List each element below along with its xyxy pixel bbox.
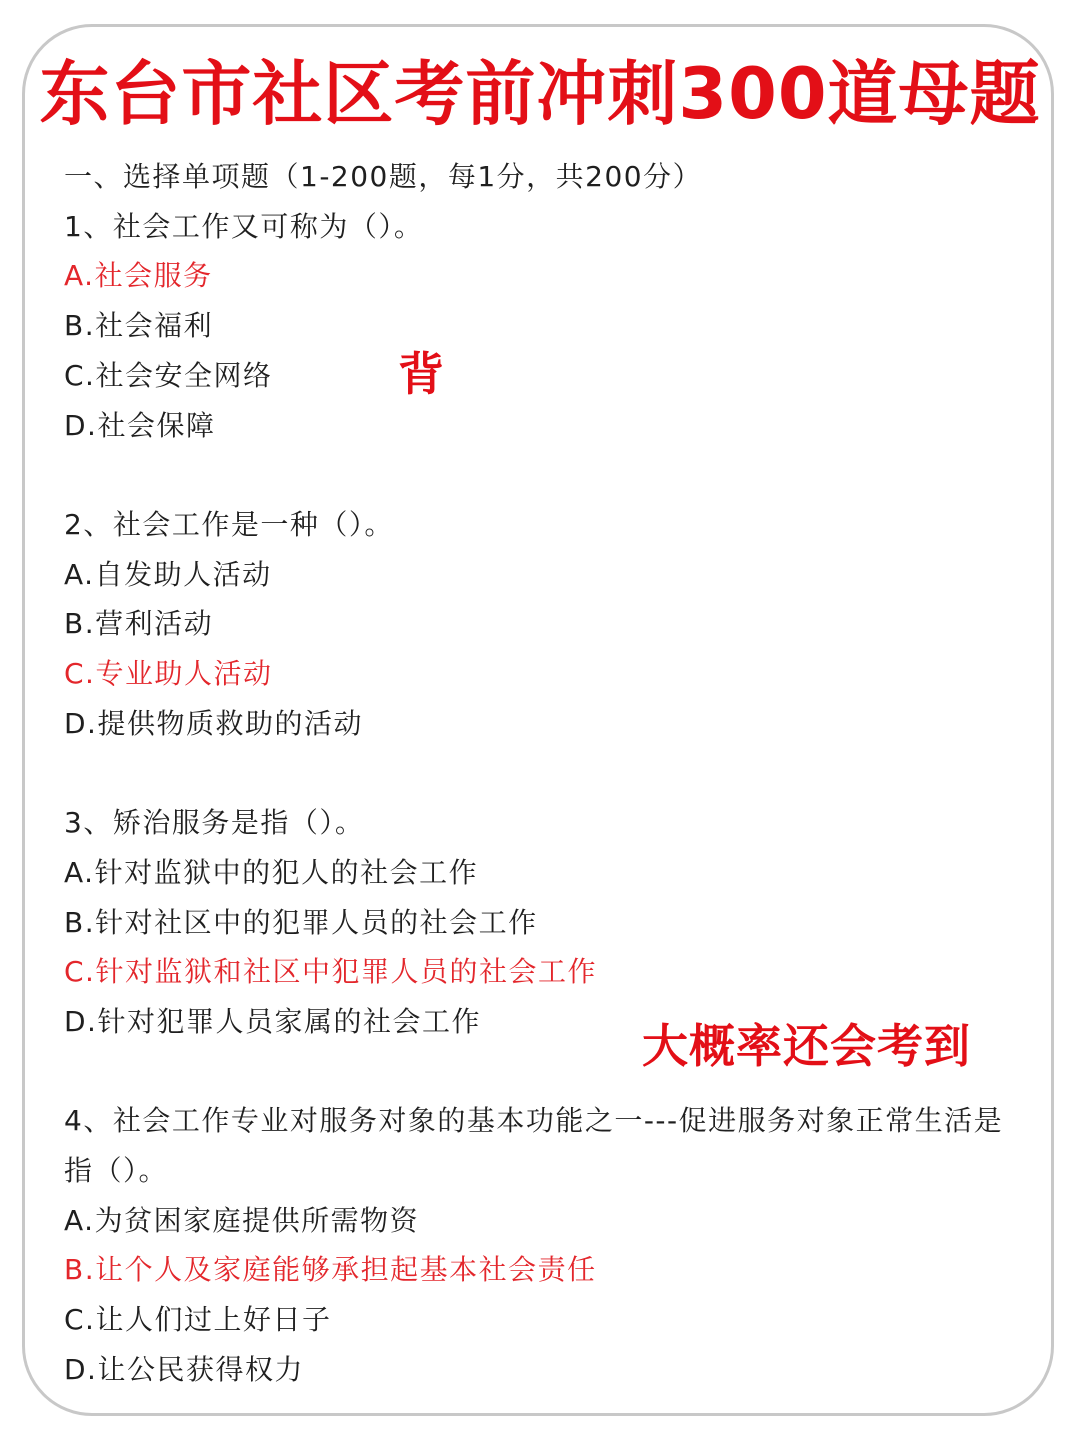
question-4-option-c: C.让人们过上好日子 [64, 1303, 332, 1337]
spacer [64, 450, 1024, 500]
question-3-option-d: D.针对犯罪人员家属的社会工作 [64, 1004, 481, 1038]
question-3-stem: 3、矫治服务是指（）。 [64, 806, 365, 840]
question-4-option-a: A.为贫困家庭提供所需物资 [64, 1203, 420, 1237]
question-2-stem: 2、社会工作是一种（）。 [64, 507, 394, 541]
spacer [64, 748, 1024, 798]
question-2-option-a: A.自发助人活动 [64, 557, 272, 591]
question-1-option-c: C.社会安全网络 [64, 358, 273, 392]
section-heading: 一、选择单项题（1-200题，每1分，共200分） [64, 160, 703, 193]
question-4-option-b-answer: B.让个人及家庭能够承担起基本社会责任 [64, 1253, 597, 1287]
question-1-option-b: B.社会福利 [64, 309, 214, 343]
memorize-stamp: 背 [398, 347, 444, 401]
likely-tested-stamp: 大概率还会考到 [642, 1019, 971, 1073]
question-1-stem: 1、社会工作又可称为（）。 [64, 209, 424, 243]
question-3-option-a: A.针对监狱中的犯人的社会工作 [64, 855, 479, 889]
question-3-option-c-answer: C.针对监狱和社区中犯罪人员的社会工作 [64, 955, 597, 989]
question-4-option-d: D.让公民获得权力 [64, 1352, 304, 1386]
question-content [64, 152, 1024, 1395]
question-2-option-c-answer: C.专业助人活动 [64, 657, 273, 691]
question-3-option-b: B.针对社区中的犯罪人员的社会工作 [64, 905, 538, 939]
question-4-stem: 4、社会工作专业对服务对象的基本功能之一---促进服务对象正常生活是指（）。 [64, 1104, 1004, 1188]
question-2-option-d: D.提供物质救助的活动 [64, 706, 363, 740]
question-2-option-b: B.营利活动 [64, 607, 214, 641]
question-1-option-a-answer: A.社会服务 [64, 259, 213, 293]
question-1-option-d: D.社会保障 [64, 408, 216, 442]
page-title: 东台市社区考前冲刺300道母题 [39, 53, 1041, 135]
